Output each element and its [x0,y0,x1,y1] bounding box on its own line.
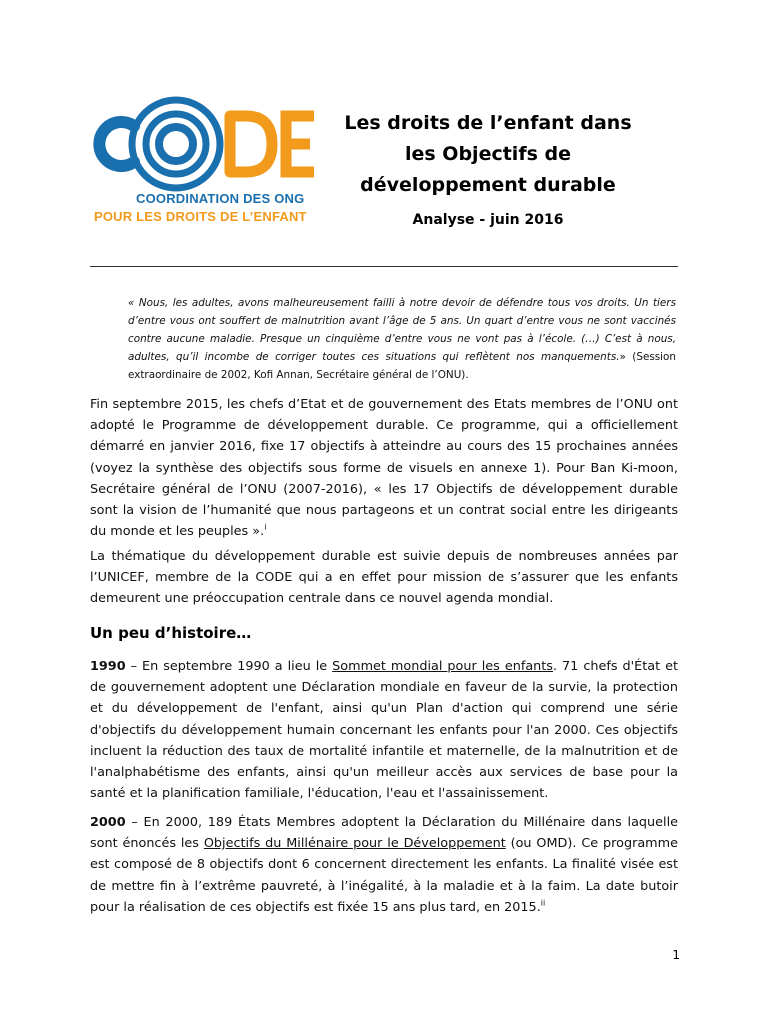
section-heading: Un peu d’histoire… [90,624,252,642]
endnote-marker-2[interactable]: ii [540,898,546,908]
paragraph-intro-text: Fin septembre 2015, les chefs d’Etat et de gouvernement des Etats membres de l’ONU ont adopté le Programme de développement durable. Ce programme, qui a officiellement démarré en janvier 2016, fixe 17 objectifs à atteindre au cours des 15 prochaines années (voyez la synthèse des objectifs sous forme de visuels en annexe 1). Pour Ban Ki-moon, Secrétaire général de l’ONU (2007-2016), « les 17 Objectifs de développement durable sont la vision de l’humanité que nous partageons et un contrat social entre les dirigeants du monde et les peuples ». [90,397,678,540]
opening-quote [128,294,676,384]
history-2000-before: – En 2000, 189 États Membres adoptent la Déclaration du Millénaire dans laquelle sont énoncés les [90,815,678,852]
paragraph-unicef-text: La thématique du développement durable est suivie depuis de nombreuses années par l’UNICEF, membre de la CODE qui a en effet pour mission de s’assurer que les enfants demeurent une préoccupation centrale dans ce nouvel agenda mondial. [90,549,678,607]
history-1990-after: . 71 chefs d'État et de gouvernement adoptent une Déclaration mondiale en faveur de la survie, la protection et du développement de l'enfant, ainsi qu'un Plan d'action qui comprend une série d'objectifs du développement humain concernant les enfants pour l'an 2000. Ces objectifs incluent la réduction des taux de mortalité infantile et maternelle, de la malnutrition et de l'analphabétisme des enfants, ainsi qu'un meilleur accès aux services de base pour la santé et la planification familiale, l'éducation, l'eau et l'assainissement. [90,659,679,802]
endnote-marker[interactable]: i [264,522,267,532]
document-subtitle: Analyse - juin 2016 [412,212,564,228]
history-1990 [90,656,678,804]
logo-line-1: COORDINATION DES ONG [136,191,305,206]
history-2000-after: (ou OMD). Ce programme est composé de 8 objectifs dont 6 concernent directement les enfants. La finalité visée est de mettre fin à l’extrême pauvreté, à l’inégalité, à la maladie et à la faim. La date butoir pour la réalisation de ces objectifs est fixée 15 ans plus tard, en 2015. [90,836,678,915]
page-number: 1 [672,948,680,962]
code-logo [86,86,322,236]
logo-line-2: POUR LES DROITS DE L’ENFANT [94,209,307,224]
history-2000 [90,812,678,918]
header-divider [90,266,678,267]
history-1990-before: – En septembre 1990 a lieu le [125,659,333,674]
code-logo-mark [86,86,322,198]
history-1990-link[interactable]: Sommet mondial pour les enfants [332,659,553,674]
paragraph-intro [90,394,678,542]
history-2000-year: 2000 [90,815,126,830]
quote-attribution: » (Session extraordinaire de 2002, Kofi Annan, Secrétaire général de l’ONU). [128,351,676,381]
history-1990-year: 1990 [90,659,126,674]
history-2000-link[interactable]: Objectifs du Millénaire pour le Développement [203,836,506,852]
quote-text: « Nous, les adultes, avons malheureusement failli à notre devoir de défendre tous vos droits. Un tiers d’entre vous ont souffert de malnutrition avant l’âge de 5 ans. Un quart d’entre vous ne sont vaccinés contre aucune maladie. Presque un cinquième d’entre vous ne vont pas à l’école. (…) C’est à nous, adultes, qu’il incombe de corriger toutes ces situations qui reflètent nos manquements. [128,297,676,363]
paragraph-unicef [90,546,678,610]
document-title: Les droits de l’enfant dans les Objectifs de développement durable [344,112,632,196]
